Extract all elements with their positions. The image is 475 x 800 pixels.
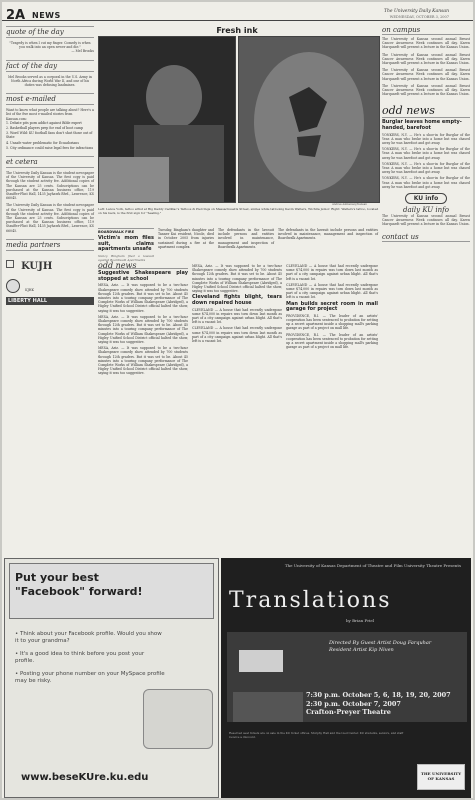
story-headline: Cleveland fights blight, tears down repaired house <box>192 294 282 307</box>
translations-ad[interactable] <box>221 558 471 798</box>
story-body: MESA, Ariz. — It was supposed to be a two-hour Shakespeare comedy show attended by 700 students through 12th graders. But it was set to be. About 45 minutes into a touring company performance of The Complete Works of William Shakespeare (Abridged), a Higley Unified School District official halted the show, saying it was too suggestive. <box>98 314 188 345</box>
issue-date: WEDNESDAY, OCTOBER 3, 2007 <box>389 15 449 19</box>
contact-heading: contact us <box>382 233 470 242</box>
ad-director-line-2: Resident Artist Kip Niven <box>329 646 394 653</box>
ad-bullets <box>15 631 165 691</box>
ad-showtimes <box>306 691 451 717</box>
on-campus-heading: on campus <box>382 26 470 35</box>
feature-title: Fresh ink <box>216 26 258 35</box>
odd-news-column-1 <box>98 261 188 376</box>
story-deck: Nancy Bingham filed a lawsuit against Boardwalk Apartments <box>98 253 154 263</box>
on-campus-text: The University of Kansas second annual Breast Cancer Awareness Week continues all day. Karen Marquardt will present a lecture in the Kansas Union. <box>382 68 470 81</box>
list-item: • It's a good idea to think before you post your profile. <box>15 651 145 664</box>
ad-title: Translations <box>229 588 392 613</box>
story-body: CLEVELAND — A house that had recently undergone some $74,000 in repairs was torn down last month as part of a city campaign against urban blight. All that's left is a vacant lot. <box>192 307 282 325</box>
section-name: NEWS <box>32 11 61 20</box>
ad-showtime-matinee: 2:30 p.m. October 7, 2007 <box>306 699 401 708</box>
left-column <box>6 26 94 311</box>
kjhk-logo <box>6 276 94 295</box>
computer-icon <box>143 689 213 749</box>
list-item: • Think about your Facebook profile. Would you show it to your grandma? <box>15 631 162 644</box>
ad-director <box>329 640 431 653</box>
etcetera-heading: et cetera <box>6 156 94 168</box>
story-body: CLEVELAND — A house that had recently undergone some $74,000 in repairs was torn down last month as part of a city campaign against urban blight. All that's left is a vacant lot. <box>192 326 282 344</box>
on-campus-text: The University of Kansas second annual Breast Cancer Awareness Week continues all day. Karen Marquardt will present a lecture in the Kansas Union. <box>382 37 470 50</box>
ad-presenter: The University of Kansas Department of Theatre and Film University Theatre Presents <box>284 563 461 568</box>
ad-director-line-1: Directed By Guest Artist Doug Farquhar <box>329 640 432 646</box>
kujh-wordmark: KUJH <box>21 260 53 272</box>
daily-ku-info-heading: daily KU info <box>403 206 449 215</box>
emailed-heading: most e-mailed <box>6 93 94 105</box>
emailed-block <box>6 93 94 150</box>
boardwalk-body-1: Tuesday, Bingham's daughter and Tanner Kui resident, Nicole, died in October 2005 from injuries sustained during a fire at the apartment complex. <box>158 228 214 249</box>
kjhk-wordmark: KJHK <box>25 287 34 292</box>
photo-credit: Andrea Ashkenazy/Kansan <box>332 203 367 206</box>
ad-showtime-evening: 7:30 p.m. October 5, 6, 18, 19, 20, 2007 <box>306 691 451 699</box>
fact-block <box>6 60 94 88</box>
story-headline: Man builds secret room in mall garage for project <box>286 300 378 313</box>
ku-badge: THE UNIVERSITY OF KANSAS <box>417 764 465 790</box>
daily-ku-info-text: The University of Kansas second annual Breast Cancer Awareness Week continues all day. Karen Marquardt will present a lecture in the Kansas Union. <box>382 214 470 227</box>
on-campus-text: The University of Kansas second annual Breast Cancer Awareness Week continues all day. Karen Marquardt will present a lecture in the Kansas Union. <box>382 83 470 97</box>
boardwalk-body-2: The defendants in the lawsuit include persons and entities involved in maintenance, management and inspection of Boardwalk Apartments. <box>218 228 274 249</box>
ku-info-oval: KU info <box>405 193 448 204</box>
tattoo-back-photo <box>238 36 380 203</box>
media-heading: media partners <box>6 239 94 251</box>
list-item[interactable]: 4. Unsafe water problematic for Ecuadorians <box>6 140 79 145</box>
story-body: CLEVELAND — A house that had recently undergone some $74,000 in repairs was torn down last month as part of a city campaign against urban blight. All that's left is a vacant lot. <box>286 282 378 300</box>
emailed-intro: Want to know what people are talking about? Here's a list of the five most e-mailed stories from Kansan.com: <box>6 108 94 121</box>
kujh-logo <box>6 254 94 273</box>
list-item[interactable]: 1. Debate pits porn addict against Bible expert <box>6 120 82 125</box>
etcetera-text: The University Daily Kansan is the student newspaper of the University of Kansas. The first copy is paid through the student activity fee. Additional copies of The Kansan are 25 cents. Subscriptions can be purchased at the Kansan business office, 119 Stauffer-Flint Hall, 1435 Jayhawk Blvd., Lawrence, KS 66045. <box>6 171 94 201</box>
fact-heading: fact of the day <box>6 60 94 72</box>
story-body: MESA, Ariz. — It was supposed to be a two-hour Shakespeare comedy show attended by 700 students through 12th graders. But it was set to be. About 45 minutes into a touring company performance of The Complete Works of William Shakespeare (Abridged), a Higley Unified School District official halted the show, saying it was too suggestive. <box>192 264 282 294</box>
boardwalk-story <box>98 228 154 262</box>
page-header <box>2 8 473 21</box>
tv-icon <box>6 260 14 268</box>
story-headline: Victim's mom files suit, claims apartments unsafe <box>98 235 154 253</box>
fact-text: Mel Brooks served as a corporal in the U.S. Army in North Africa during World War II, and one of his duties was defusing landmines. <box>8 74 92 88</box>
story-headline: Suggestive Shakespeare play stopped at school <box>98 270 188 282</box>
quote-heading: quote of the day <box>6 26 94 38</box>
story-body: MESA, Ariz. — It was supposed to be a two-hour Shakespeare comedy show attended by 700 students through 12th graders. But it was set to be. About 45 minutes into a touring company performance of The Complete Works of William Shakespeare (Abridged), a Higley Unified School District official halted the show, saying it was too suggestive. <box>98 346 188 376</box>
story-body: MESA, Ariz. — It was supposed to be a two-hour Shakespeare comedy show attended by 700 students through 12th graders. But it was set to be. About 45 minutes into a touring company performance of The Complete Works of William Shakespeare (Abridged), a Higley Unified School District official halted the show, saying it was too suggestive. <box>98 283 188 313</box>
ad-url-link[interactable]: www.beseKUre.ku.edu <box>21 772 149 783</box>
list-item[interactable]: 2. Basketball players prep for end of boot camp <box>6 126 84 131</box>
ad-fine-print: Reserved seat tickets are on sale in the KU ticket offices. Murphy Hall and the Lied Center. KU students, seniors, and staff receive a discount. <box>229 731 404 739</box>
photo-feature <box>96 26 378 35</box>
story-body: PROVIDENCE, R.I. — The leader of an artists' cooperation has been sentenced to probation for setting up a secret apartment inside a shopping mall's parking garage as part of a project on mall life. <box>286 332 378 350</box>
odd-news-heading: odd news <box>382 104 470 118</box>
list-item[interactable]: 5. City ordinance could raise legal fees for infractions <box>6 145 94 150</box>
newspaper-page <box>2 2 473 798</box>
odd-news-column-2 <box>192 264 282 343</box>
right-column <box>382 26 470 244</box>
on-campus-text: The University of Kansas second annual Breast Cancer Awareness Week continues all day. Karen Marquardt will present a lecture in the Kansas Union. <box>382 52 470 66</box>
quote-attribution: — Mel Brooks <box>71 49 94 54</box>
story-body: YONKERS, N.Y. — He's a shoe-in for Burglar of the Year. A man who broke into a home but was chased away he was barefoot and got away. <box>382 132 470 146</box>
etcetera-text-repeat: The University Daily Kansan is the student newspaper of the University of Kansas. The first copy is paid through the student activity fee. Additional copies of The Kansan are 25 cents. Subscriptions can be purchased at the Kansan business office, 119 Stauffer-Flint Hall, 1435 Jayhawk Blvd., Lawrence, KS 66045. <box>6 203 94 233</box>
ad-title <box>15 571 143 599</box>
masthead-title: The University Daily Kansan <box>384 9 449 14</box>
quote-block <box>6 26 94 54</box>
story-headline: Burglar leaves home empty-handed, barefoot <box>382 119 462 132</box>
list-item[interactable]: 3. Word Wild: KU football fans don't shut those out of State <box>6 131 93 140</box>
photo-image <box>239 37 380 203</box>
ad-title-line-2: "Facebook" forward! <box>15 585 143 598</box>
story-body: YONKERS, N.Y. — He's a shoe-in for Burglar of the Year. A man who broke into a home but was chased away he was barefoot and got away. <box>382 161 470 175</box>
photo-caption: Left: Lance York, tattoo artist at Big Daddy Cadillac's Tattoos & Piercings on Massachusetts Street, smiles while tattooing Kevin Walters, Wichita junior. Right: Walters's tattoo, located on his back, is the first sign for "healing." <box>98 207 379 215</box>
story-kicker: BOARDWALK FIRE <box>98 228 154 234</box>
ad-playwright: by Brian Friel <box>346 618 375 623</box>
list-item: • Posting your phone number on your MySpace profile may be risky. <box>15 671 165 684</box>
facebook-ad[interactable] <box>4 558 219 798</box>
story-body: YONKERS, N.Y. — He's a shoe-in for Burglar of the Year. A man who broke into a home but was chased away he was barefoot and got away. <box>382 176 470 189</box>
odd-news-column-3 <box>286 264 378 349</box>
etcetera-block <box>6 156 94 233</box>
media-block <box>6 239 94 305</box>
story-body: PROVIDENCE, R.I. — The leader of an artists' cooperation has been sentenced to probation for setting up a secret apartment inside a shopping mall's parking garage as part of a project on mall life. <box>286 313 378 331</box>
ad-title-line-1: Put your best <box>15 571 99 584</box>
quote-text: "Tragedy is when I cut my finger. Comedy is when you walk into an open sewer and die." <box>9 41 91 50</box>
radio-icon <box>6 279 20 293</box>
liberty-hall-logo: LIBERTY HALL <box>6 297 94 305</box>
story-body: YONKERS, N.Y. — He's a shoe-in for Burglar of the Year. A man who broke into a home but was chased away he was barefoot and got away. <box>382 147 470 160</box>
ku-info-logo <box>382 193 470 204</box>
page-number: 2A <box>6 8 26 23</box>
odd-news-heading: odd news <box>98 264 188 269</box>
story-body: CLEVELAND — A house that had recently undergone some $74,000 in repairs was torn down last month as part of a city campaign against urban blight. All that's left is a vacant lot. <box>286 264 378 281</box>
photo-image <box>99 37 236 203</box>
ad-venue: Crafton-Preyer Theatre <box>306 708 391 716</box>
tattoo-artist-photo <box>98 36 236 203</box>
masthead <box>384 9 449 19</box>
boardwalk-body-3: The defendants in the lawsuit include persons and entities involved in maintenance, management and inspection of Boardwalk Apartments. <box>278 228 378 241</box>
